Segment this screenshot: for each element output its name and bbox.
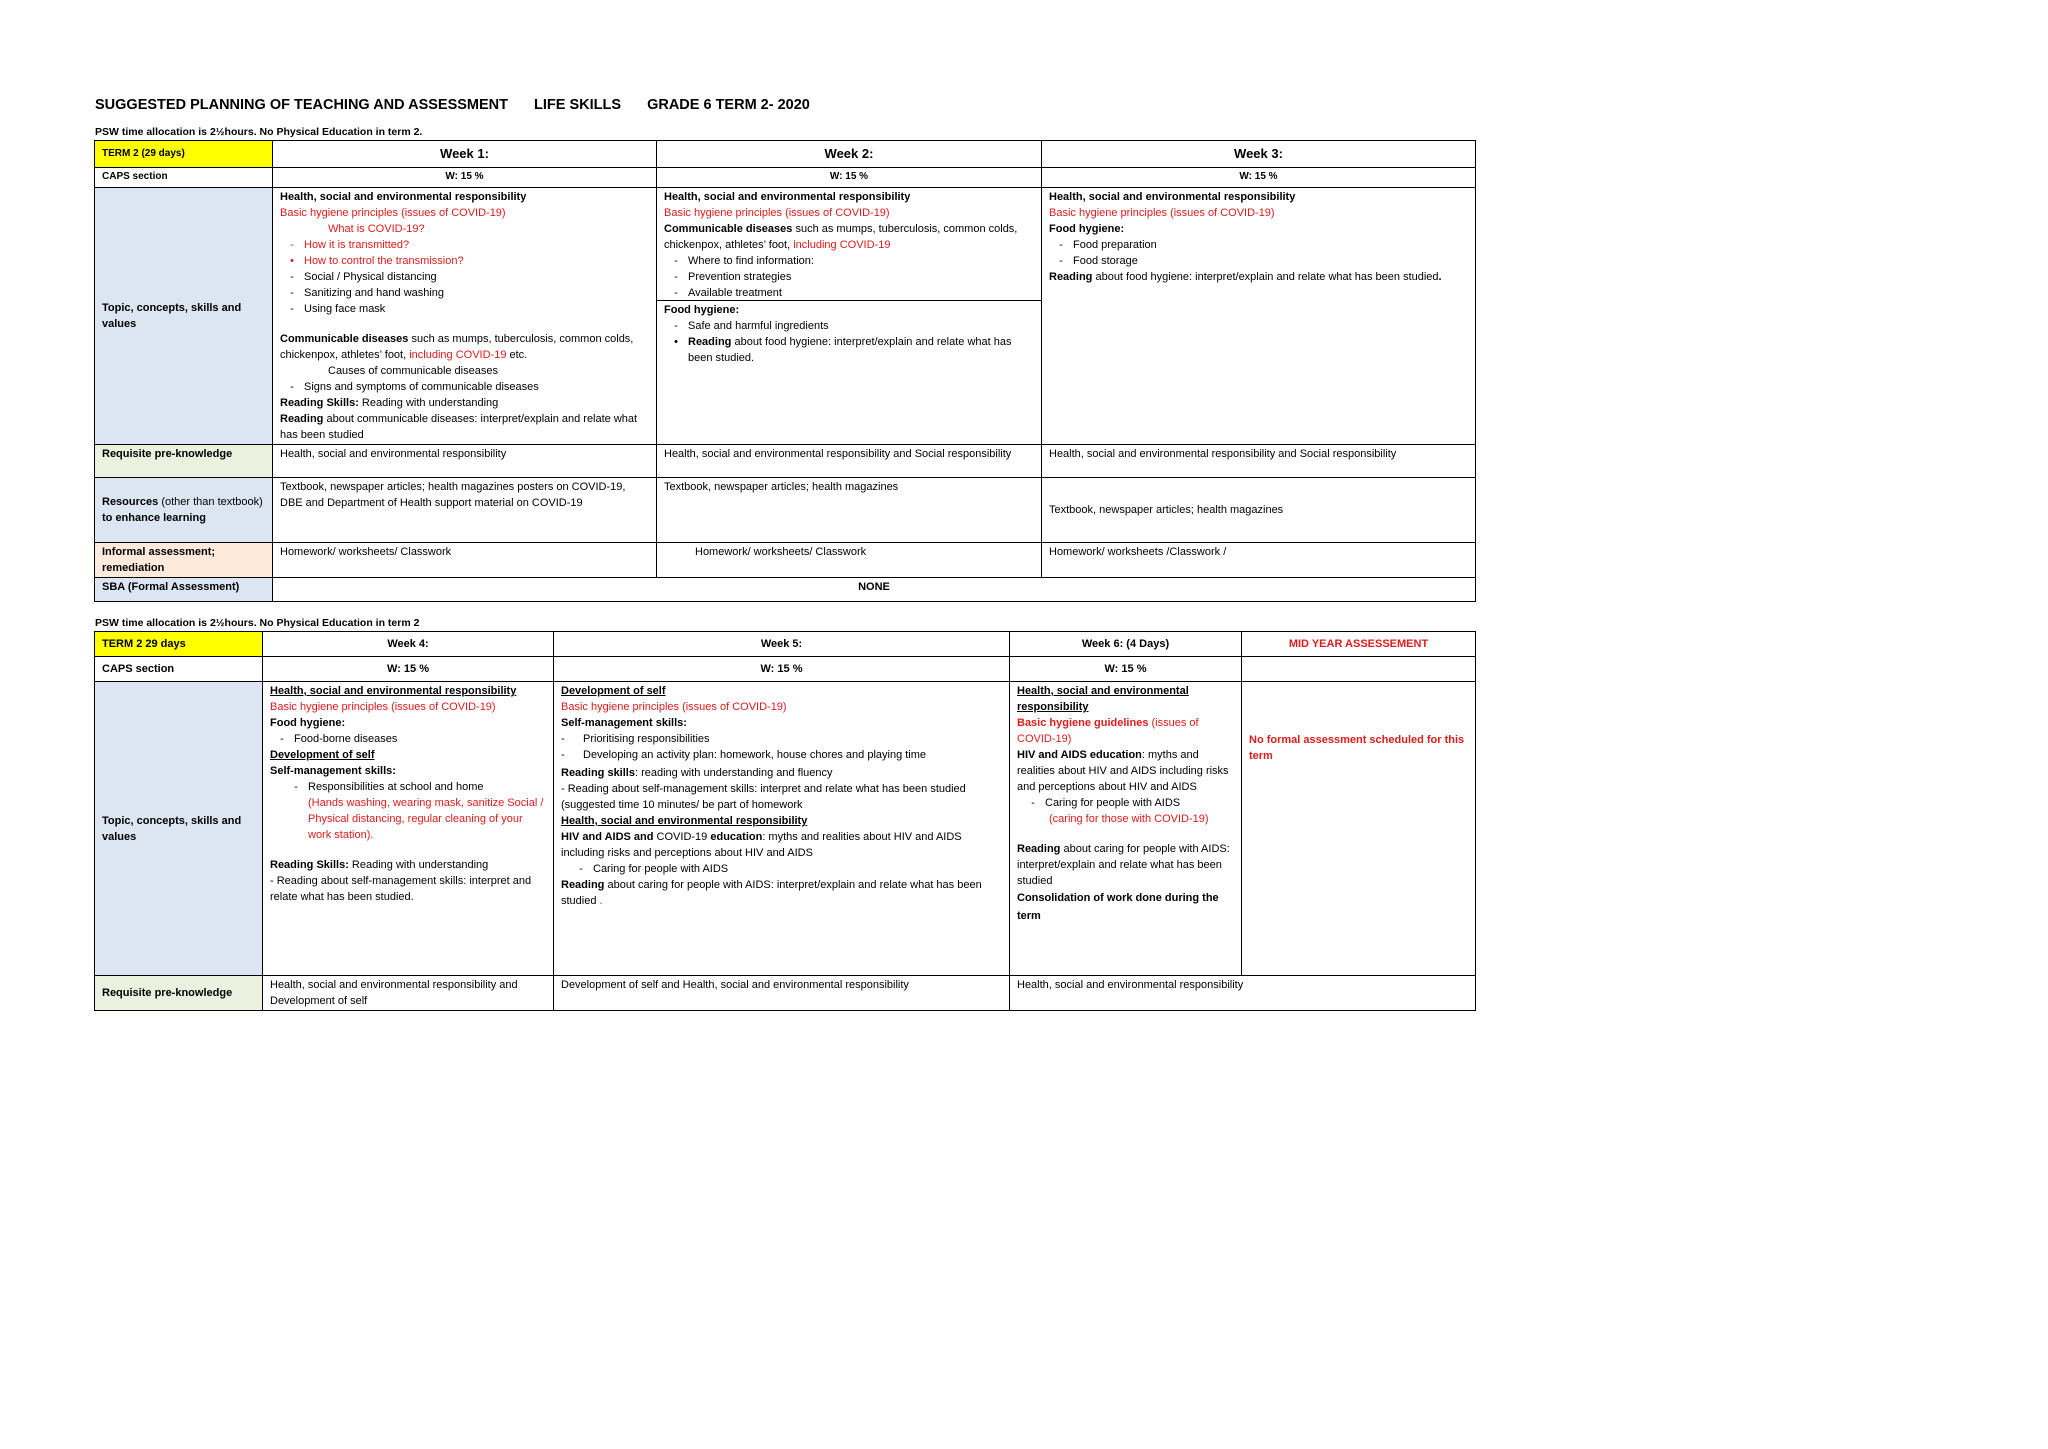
w5-basic-hygiene: Basic hygiene principles (issues of COVID-19)	[561, 701, 787, 713]
w5-hiv-b2: education	[710, 831, 763, 843]
week-2-header: Week 2:	[657, 141, 1042, 168]
w1-cd-r: including COVID-19	[409, 349, 507, 361]
res-week-3: Textbook, newspaper articles; health magazines	[1042, 478, 1476, 543]
topic-label: Topic, concepts, skills and values	[95, 188, 273, 445]
w2-cd-r: including COVID-19	[793, 239, 891, 251]
title-grade: GRADE 6 TERM 2- 2020	[647, 97, 810, 113]
w5-development: Development of self	[561, 685, 666, 697]
w5-reading-skills	[561, 765, 1002, 781]
w5-health-heading: Health, social and environmental responsibility	[561, 815, 808, 827]
w3-heading: Health, social and environmental responsibility	[1049, 191, 1296, 203]
prek-label-2: Requisite pre-knowledge	[95, 976, 263, 1011]
week-5-topics	[554, 682, 1010, 976]
w5-c1: - Caring for people with AIDS	[579, 863, 729, 875]
w6-bh-b: Basic hygiene guidelines	[1017, 717, 1149, 729]
w1-reading	[280, 411, 649, 443]
title-main: SUGGESTED PLANNING OF TEACHING AND ASSESSMENT	[95, 97, 509, 113]
inf-week-2: Homework/ worksheets/ Classwork	[657, 543, 1042, 578]
w2-i3-text: Available treatment	[688, 287, 782, 299]
caps-mid-empty	[1242, 657, 1476, 682]
w1-ra-b: Reading	[280, 413, 324, 425]
prek-week-1: Health, social and environmental responsibility	[273, 445, 657, 478]
w4-self-management: Self-management skills:	[270, 765, 396, 777]
topic-label-2: Topic, concepts, skills and values	[95, 682, 263, 976]
w2-rd-b: Reading	[688, 336, 732, 348]
w4-f1: - Food-borne diseases	[280, 733, 398, 745]
w6-heading: Health, social and environmental responsibility	[1017, 685, 1189, 713]
w2-f1: - Safe and harmful ingredients	[674, 320, 829, 332]
w2-bottom	[657, 301, 1041, 367]
w2-i2-text: Prevention strategies	[688, 271, 792, 283]
w5-rs-b: Reading skills	[561, 767, 635, 779]
res-b1: Resources	[102, 496, 159, 508]
w2-cd-b: Communicable diseases	[664, 223, 793, 235]
w3-reading	[1049, 269, 1468, 285]
caps-section-label: CAPS section	[95, 168, 273, 188]
w1-ra-t: about communicable diseases: interpret/explain and relate what has been studied	[280, 413, 638, 441]
w4-heading: Health, social and environmental responsibility	[270, 685, 517, 697]
w2-cd-t: such as mumps, tuberculosis, common colds, chickenpox, athletes’ foot,	[664, 223, 1018, 251]
w4-basic-hygiene: Basic hygiene principles (issues of COVID-19)	[270, 701, 496, 713]
w1-cd-b: Communicable diseases	[280, 333, 409, 345]
w1-communicable	[280, 331, 649, 363]
title-subject: LIFE SKILLS	[534, 97, 622, 113]
res-t: (other than textbook)	[158, 496, 263, 508]
w1-q3-text: How to control the transmission?	[304, 255, 464, 267]
caps-week-2: W: 15 %	[657, 168, 1042, 188]
w2-food-hygiene: Food hygiene:	[664, 304, 740, 316]
w5-hiv-t2: : myths and realities about HIV and AIDS including risks and perceptions about HIV and AIDS	[561, 831, 962, 859]
week-3-header: Week 3:	[1042, 141, 1476, 168]
w2-reading-text	[688, 334, 1034, 366]
week-5-header: Week 5:	[554, 632, 1010, 657]
informal-label: Informal assessment; remediation	[95, 543, 273, 578]
w3-f2-text: Food storage	[1073, 255, 1138, 267]
w2-top	[657, 188, 1041, 301]
w5-i2-text: Developing an activity plan: homework, house chores and playing time	[583, 749, 927, 761]
w1-i3: - Using face mask	[290, 303, 386, 315]
prek-week-4: Health, social and environmental responsibility and Development of self	[263, 976, 554, 1011]
w5-hiv-b1: HIV and AIDS and	[561, 831, 654, 843]
w2-i3: - Available treatment	[674, 287, 782, 299]
w5-rd-e: .	[599, 895, 603, 907]
prek-week-6: Health, social and environmental responsibility	[1010, 976, 1476, 1011]
page-title	[95, 97, 832, 113]
w3-f2: - Food storage	[1059, 255, 1138, 267]
w4-r1: - Responsibilities at school and home	[294, 781, 484, 793]
w5-c1-text: Caring for people with AIDS	[593, 863, 729, 875]
w1-rs-b: Reading Skills:	[280, 397, 359, 409]
w5-reading-aids	[561, 877, 1002, 909]
res-week-1: Textbook, newspaper articles; health magazines posters on COVID-19, DBE and Department of Health support material on COVID-19	[273, 478, 657, 543]
sba-value: NONE	[273, 578, 1476, 602]
w6-hiv-t: : myths and realities about HIV and AIDS including risks and perceptions about HIV and AIDS	[1017, 749, 1229, 793]
w5-i2: - Developing an activity plan: homework, house chores and playing time	[561, 749, 927, 761]
w4-f1-text: Food-borne diseases	[294, 733, 398, 745]
w1-i1-text: Social / Physical distancing	[304, 271, 437, 283]
inf-week-3: Homework/ worksheets /Classwork /	[1042, 543, 1476, 578]
w6-hiv-b: HIV and AIDS education	[1017, 749, 1142, 761]
caps-week-6: W: 15 %	[1010, 657, 1242, 682]
w2-i2: - Prevention strategies	[674, 271, 792, 283]
w4-reading-skills	[270, 857, 546, 873]
prek-week-5: Development of self and Health, social and environmental responsibility	[554, 976, 1010, 1011]
w4-food-hygiene: Food hygiene:	[270, 717, 346, 729]
w2-reading: • Reading about food hygiene: interpret/explain and relate what has been studied.	[664, 334, 1034, 366]
w5-rd-b: Reading	[561, 879, 605, 891]
w5-rd-t: about caring for people with AIDS: interpret/explain and relate what has been studied	[561, 879, 982, 907]
w5-i1: - Prioritising responsibilities	[561, 733, 710, 745]
w1-c2-text: Signs and symptoms of communicable diseases	[304, 381, 539, 393]
w6-consolidation: Consolidation of work done during the term	[1017, 892, 1219, 922]
res-week-2: Textbook, newspaper articles; health magazines	[657, 478, 1042, 543]
week-6-header: Week 6: (4 Days)	[1010, 632, 1242, 657]
w3-basic-hygiene: Basic hygiene principles (issues of COVID-19)	[1049, 207, 1275, 219]
w1-c1: Causes of communicable diseases	[328, 365, 498, 377]
w3-rd-t: about food hygiene: interpret/explain and relate what has been studied	[1092, 271, 1439, 283]
caps-week-4: W: 15 %	[263, 657, 554, 682]
w3-f1: - Food preparation	[1059, 239, 1157, 251]
w1-cd-e: etc.	[506, 349, 528, 361]
w1-basic-hygiene: Basic hygiene principles (issues of COVID-19)	[280, 207, 506, 219]
w3-rd-b: Reading	[1049, 271, 1093, 283]
prek-week-2: Health, social and environmental responsibility and Social responsibility	[657, 445, 1042, 478]
w1-i3-text: Using face mask	[304, 303, 386, 315]
w5-self-management: Self-management skills:	[561, 717, 687, 729]
w1-q1: What is COVID-19?	[328, 223, 425, 235]
w1-i1: - Social / Physical distancing	[290, 271, 437, 283]
mid-year-header: MID YEAR ASSESSEMENT	[1242, 632, 1476, 657]
w1-i2-text: Sanitizing and hand washing	[304, 287, 445, 299]
w1-heading: Health, social and environmental responsibility	[280, 191, 527, 203]
w2-basic-hygiene: Basic hygiene principles (issues of COVID-19)	[664, 207, 890, 219]
caps-week-5: W: 15 %	[554, 657, 1010, 682]
week-1-topics	[273, 188, 657, 445]
w6-c2: (caring for those with COVID-19)	[1049, 813, 1209, 825]
w1-q2: - How it is transmitted?	[290, 239, 410, 251]
time-allocation-note-2: PSW time allocation is 2½hours. No Physical Education in term 2	[95, 617, 420, 629]
w2-i1: - Where to find information:	[674, 255, 814, 267]
caps-week-1: W: 15 %	[273, 168, 657, 188]
w2-heading: Health, social and environmental responsibility	[664, 191, 911, 203]
w1-i2: - Sanitizing and hand washing	[290, 287, 445, 299]
w4-r2: (Hands washing, wearing mask, sanitize Social / Physical distancing, regular cleaning of your work station).	[308, 797, 544, 841]
w5-reading: - Reading about self-management skills: interpret and relate what has been studied (suggested time 10 minutes/ be part of homework	[561, 783, 966, 811]
prek-week-3: Health, social and environmental responsibility and Social responsibility	[1042, 445, 1476, 478]
w6-bh-t: (issues of COVID-19)	[1017, 717, 1199, 745]
term-label-2: TERM 2 29 days	[95, 632, 263, 657]
w6-reading	[1017, 841, 1234, 889]
w4-rs-b: Reading Skills:	[270, 859, 349, 871]
w6-basic-hygiene	[1017, 715, 1234, 747]
w3-f1-text: Food preparation	[1073, 239, 1157, 251]
w2-i1-text: Where to find information:	[688, 255, 814, 267]
w2-communicable	[664, 221, 1034, 253]
sba-label: SBA (Formal Assessment)	[95, 578, 273, 602]
w5-hiv-t1: COVID-19	[653, 831, 711, 843]
prek-label: Requisite pre-knowledge	[95, 445, 273, 478]
w4-reading: - Reading about self-management skills: interpret and relate what has been studied.	[270, 875, 532, 903]
w2-rd-t: about food hygiene: interpret/explain and relate what has been studied.	[688, 336, 1012, 364]
caps-section-label-2: CAPS section	[95, 657, 263, 682]
w4-rs-t: Reading with understanding	[348, 859, 489, 871]
w5-i1-text: Prioritising responsibilities	[583, 733, 710, 745]
w1-rs-t: Reading with understanding	[358, 397, 499, 409]
w1-c2: - Signs and symptoms of communicable diseases	[290, 381, 539, 393]
w2-f1-text: Safe and harmful ingredients	[688, 320, 829, 332]
res-b2: to enhance learning	[102, 512, 206, 524]
mid-year-note: No formal assessment scheduled for this term	[1242, 682, 1476, 976]
term-label: TERM 2 (29 days)	[95, 141, 273, 168]
week-3-topics	[1042, 188, 1476, 445]
w6-rd-t: about caring for people with AIDS: interpret/explain and relate what has been studied	[1017, 843, 1230, 887]
w1-reading-skills	[280, 395, 649, 411]
w4-r1-text: Responsibilities at school and home	[308, 781, 484, 793]
w6-c1: - Caring for people with AIDS	[1031, 797, 1181, 809]
w5-hiv	[561, 829, 1002, 861]
w1-q3: • How to control the transmission?	[290, 255, 464, 267]
w3-rd-e: .	[1438, 271, 1442, 283]
w4-development: Development of self	[270, 749, 375, 761]
term-plan-table-1	[94, 140, 1476, 602]
week-1-header: Week 1:	[273, 141, 657, 168]
inf-week-1: Homework/ worksheets/ Classwork	[273, 543, 657, 578]
time-allocation-note-1: PSW time allocation is 2½hours. No Physical Education in term 2.	[95, 126, 423, 138]
week-4-topics	[263, 682, 554, 976]
week-4-header: Week 4:	[263, 632, 554, 657]
w3-food-hygiene: Food hygiene:	[1049, 223, 1125, 235]
w6-c1-text: Caring for people with AIDS	[1045, 797, 1181, 809]
resources-label	[95, 478, 273, 543]
w1-cd-t: such as mumps, tuberculosis, common colds, chickenpox, athletes’ foot,	[280, 333, 634, 361]
w1-q2-text: How it is transmitted?	[304, 239, 410, 251]
w6-hiv	[1017, 747, 1234, 795]
caps-week-3: W: 15 %	[1042, 168, 1476, 188]
week-2-topics	[657, 188, 1042, 445]
w6-rd-b: Reading	[1017, 843, 1061, 855]
w5-rs-t: : reading with understanding and fluency	[634, 767, 833, 779]
term-plan-table-2	[94, 631, 1476, 1011]
week-6-topics	[1010, 682, 1242, 976]
